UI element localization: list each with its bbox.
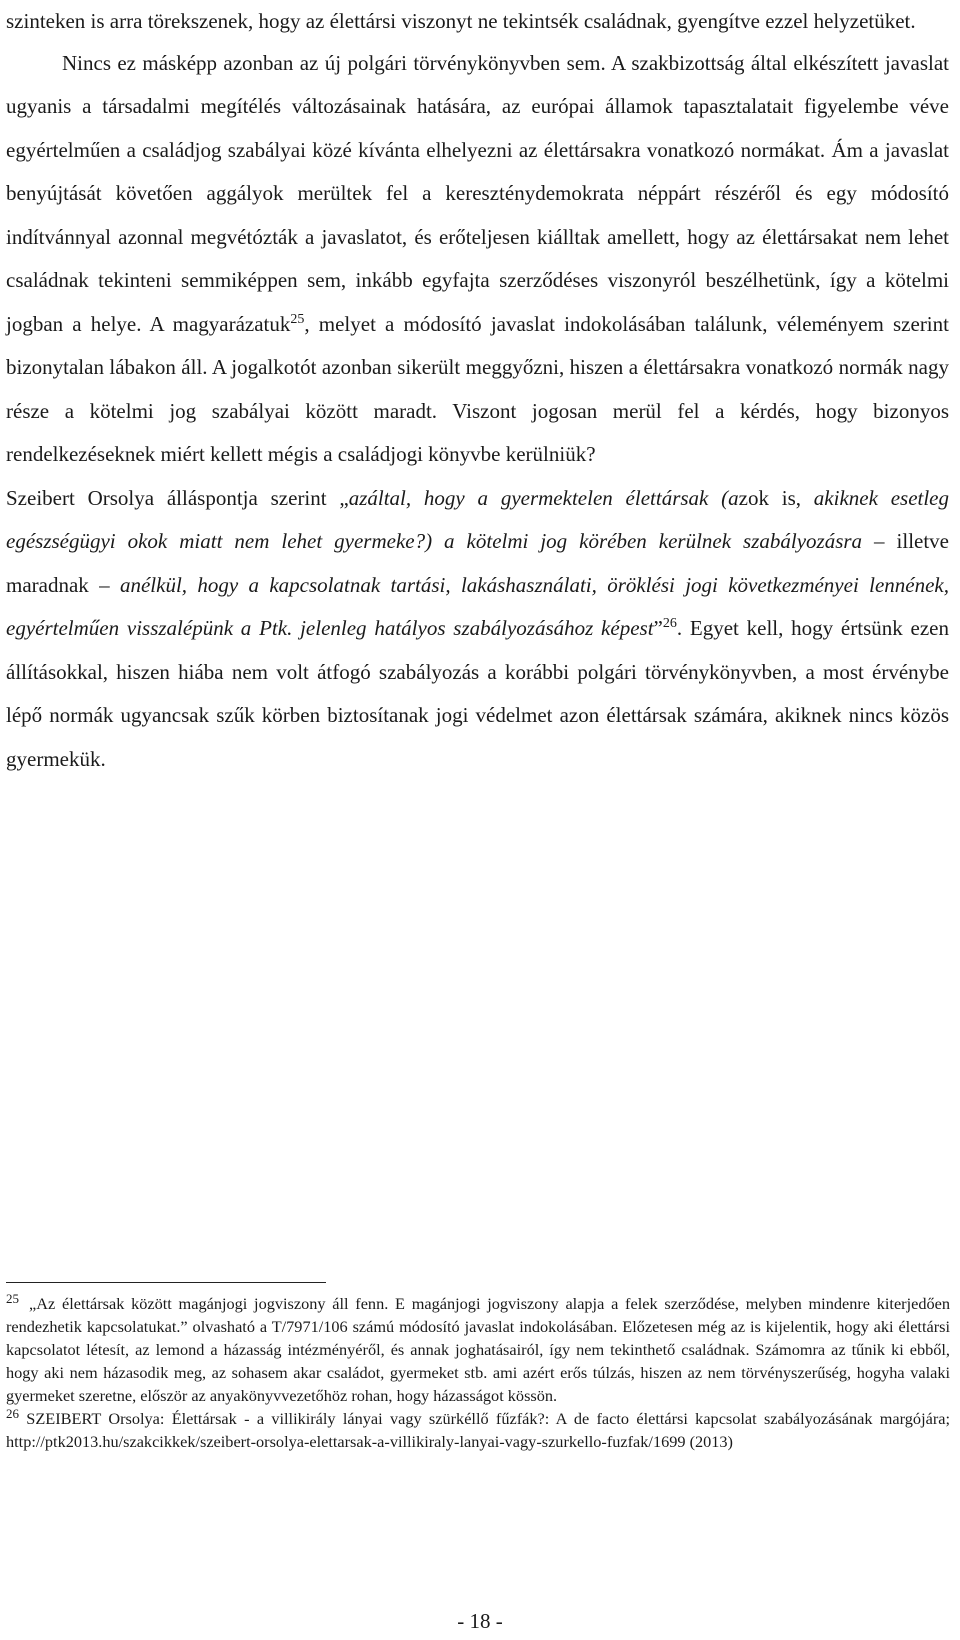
- paragraph-2-tail: , melyet a módosító javaslat indokolásában találunk, véleményem szerint bizonytalan lábakon áll. A jogalkotót azonban sikerült meggyőzni, hiszen a élettársakra vonatkozó normák nagy része a kötelmi jog szabályai között maradt. Viszont jogosan merül fel a kérdés, hogy bizonyos rendelkezéseknek miért kellett mégis a családjogi könyvbe kerülniük?: [6, 311, 949, 466]
- paragraph-2: [0, 42, 960, 477]
- footnote-25-text: „Az élettársak között magánjogi jogviszony áll fenn. E magánjogi jogviszony alapja a felek szerződése, melyben mindenre kiterjedően rendezhetik kapcsolatukat.” olvasható a T/7971/106 számú módosító javaslat indokolásában. Előzetesen még az is kijelentik, hogy aki élettársi kapcsolatot létesít, az lemond a házasság intézményéről, és annak joghatásairól, így nem tekinthető családnak. Számomra az tűnik ki ebből, hogy aki nem házasodik meg, az sohasem akar családot, gyermeket stb. ami azért erős túlzás, hiszen az nem törvényszerűség, hogyha valaki gyermeket szeretne, először az anyakönyvvezetőhöz rohan, hogy házasságot kössön.: [6, 1294, 950, 1405]
- paragraph-2-text: Nincs ez másképp azonban az új polgári törvénykönyvben sem. A szakbizottság által elkészített javaslat ugyanis a társadalmi megítélés változásainak hatására, az európai államok tapasztalatait figyelembe véve egyértelműen a családjog szabályai közé kívánta elhelyezni az élettársakra vonatkozó normákat. Ám a javaslat benyújtását követően aggályok merültek fel a kereszténydemokrata néppárt részéről és egy módosító indítvánnyal azonnal megvétózták a javaslatot, és erőteljesen kiálltak amellett, hogy az élettársakat nem lehet családnak tekinteni semmiképpen sem, inkább egyfajta szerződéses viszonyról beszélhetünk, így a kötelmi jogban a helye. A magyarázatuk: [6, 50, 949, 336]
- quote-part-3: anélkül, hogy a kapcsolatnak tartási, lakáshasználati, öröklési jogi következményei lennének, egyértelműen visszalépünk a Ptk. jelenleg hatályos szabályozásához képest: [6, 572, 949, 640]
- body-text: [0, 0, 960, 781]
- footnote-26: [6, 1407, 950, 1453]
- footnotes: [6, 1292, 950, 1453]
- footnote-ref-25[interactable]: 25: [290, 311, 305, 327]
- quote-part-2: akiknek esetleg egészségügyi okok miatt nem lehet gyermeke?) a kötelmi jog körében kerülnek szabályozásra: [6, 485, 950, 553]
- paragraph-1: [0, 0, 960, 44]
- page-number: - 18 -: [457, 1609, 503, 1633]
- quote-roman-1: zok is,: [738, 485, 814, 510]
- paragraph-3-tail: . Egyet kell, hogy értsünk ezen állításokkal, hiszen hiába nem volt átfogó szabályozás a korábbi polgári törvénykönyvben, a most érvénybe lépő normák ugyancsak szűk körben biztosítanak jogi védelmet azon élettársak számára, akiknek nincs közös gyermekük.: [6, 616, 949, 771]
- footnote-26-number: 26: [6, 1406, 19, 1421]
- paragraph-1-text: szinteken is arra törekszenek, hogy az élettársi viszonyt ne tekintsék családnak, gyengítve ezzel helyzetüket.: [6, 9, 916, 33]
- footnote-25-number: 25: [6, 1291, 19, 1306]
- quote-close: ”: [653, 616, 663, 640]
- paragraph-3: [0, 477, 960, 782]
- quote-part-1: azáltal, hogy a gyermektelen élettársak (a: [348, 485, 739, 510]
- footnote-ref-26[interactable]: 26: [662, 616, 677, 631]
- footnote-26-text: SZEIBERT Orsolya: Élettársak - a villikirály lányai vagy szürkéllő fűzfák?: A de facto élettársi kapcsolat szabályozásának margójára; http://ptk2013.hu/szakcikkek/szeibert-orsolya-elettarsak-a-villikiraly-lanyai-vagy-szurkello-fuzfak/1699 (2013): [6, 1409, 950, 1451]
- paragraph-3-intro: Szeibert Orsolya álláspontja szerint „: [6, 485, 349, 510]
- footnote-25: [6, 1292, 950, 1407]
- quote-roman-2: – illetve maradnak –: [6, 529, 950, 597]
- footnote-separator: [6, 1282, 326, 1283]
